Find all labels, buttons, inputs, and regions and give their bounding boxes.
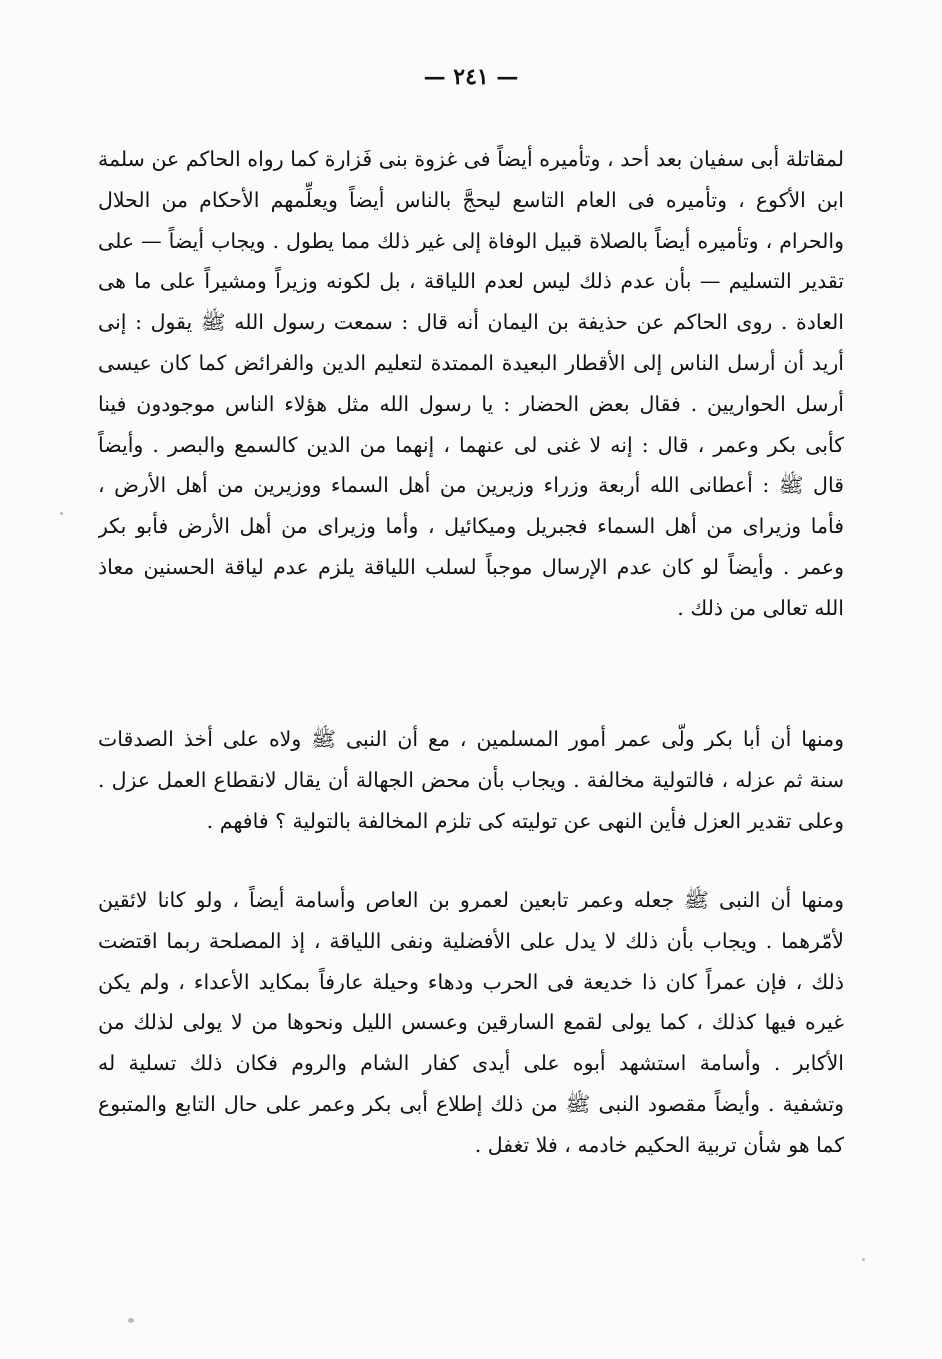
text-line: ومنها أن النبى ﷺ جعله وعمر تابعين لعمرو بن العاص وأسامة أيضاً ، ولو كانا لائقين — [98, 888, 844, 912]
text-line: قال ﷺ : أعطانى الله أربعة وزراء وزيرين من أهل السماء ووزيرين من أهل الأرض ، — [98, 473, 844, 498]
text-line: لمقاتلة أبى سفيان بعد أحد ، وتأميره أيضاً فى غزوة بنى فَزارة كما رواه الحاكم عن سلمة — [98, 147, 844, 171]
text-line: الأكابر . وأسامة استشهد أبوه على أيدى كفار الشام والروم فكان ذلك تسلية له — [98, 1051, 844, 1076]
paper-speck — [60, 512, 63, 515]
page-number: — ٢٤١ — — [423, 64, 519, 90]
text-line: والحرام ، وتأميره أيضاً بالصلاة قبيل الوفاة إلى غير ذلك مما يطول . ويجاب أيضاً — على — [98, 228, 844, 253]
text-line: وتشفية . وأيضاً مقصود النبى ﷺ من ذلك إطلاع أبى بكر وعمر على حال التابع والمتبوع — [98, 1091, 844, 1116]
text-line: ابن الأكوع ، وتأميره فى العام التاسع ليحجَّ بالناس أيضاً ويعلِّمهم الأحكام من الحلال — [98, 187, 844, 212]
text-line: الله تعالى من ذلك . — [677, 595, 844, 620]
text-line: أريد أن أرسل الناس إلى الأقطار البعيدة الممتدة لتعليم الدين والفرائض كما كان عيسى — [98, 350, 844, 375]
text-line: العادة . روى الحاكم عن حذيفة بن اليمان أنه قال : سمعت رسول الله ﷺ يقول : إنى — [98, 310, 844, 335]
paper-speck — [128, 1318, 134, 1323]
text-line: لأمّرهما . ويجاب بأن ذلك لا يدل على الأفضلية ونفى اللياقة ، إذ المصلحة ربما اقتضت — [98, 928, 844, 953]
text-line: ذلك ، فإن عمراً كان ذا خديعة فى الحرب ودهاء وحيلة عارفاً بمكايد الأعداء ، ولم يكن — [98, 969, 844, 994]
text-line: كأبى بكر وعمر ، قال : إنه لا غنى لى عنهما ، إنهما من الدين كالسمع والبصر . وأيضاً — [98, 432, 844, 457]
text-line: غيره فيها كذلك ، كما يولى لقمع السارقين وعسس الليل ونحوها من لا يولى لذلك من — [98, 1010, 844, 1035]
paragraph-2 — [98, 719, 844, 841]
text-line: وعمر . وأيضاً لو كان عدم الإرسال موجباً لسلب اللياقة يلزم عدم لياقة الحسنين معاذ — [98, 554, 844, 579]
paragraph-3 — [98, 880, 844, 1166]
text-line: سنة ثم عزله ، فالتولية مخالفة . ويجاب بأن محض الجهالة أن يقال لانقطاع العمل عزل . — [98, 767, 844, 792]
text-line: كما هو شأن تربية الحكيم خادمه ، فلا تغفل . — [474, 1132, 844, 1157]
text-line: فأما وزيراى من أهل السماء فجبريل وميكائيل ، وأما وزيراى من أهل الأرض فأبو بكر — [98, 514, 844, 539]
text-line: أرسل الحواريين . فقال بعض الحضار : يا رسول الله مثل هؤلاء الناس موجودون فينا — [98, 391, 844, 416]
paragraph-1 — [98, 139, 844, 629]
text-line: وعلى تقدير العزل فأين النهى عن توليته كى تلزم المخالفة بالتولية ؟ فافهم . — [206, 808, 844, 833]
paper-speck — [862, 1258, 865, 1261]
text-line: تقدير التسليم — بأن عدم ذلك ليس لعدم اللياقة ، بل لكونه وزيراً ومشيراً على ما هى — [98, 269, 844, 294]
text-line: ومنها أن أبا بكر ولّى عمر أمور المسلمين ، مع أن النبى ﷺ ولاه على أخذ الصدقات — [98, 727, 844, 751]
